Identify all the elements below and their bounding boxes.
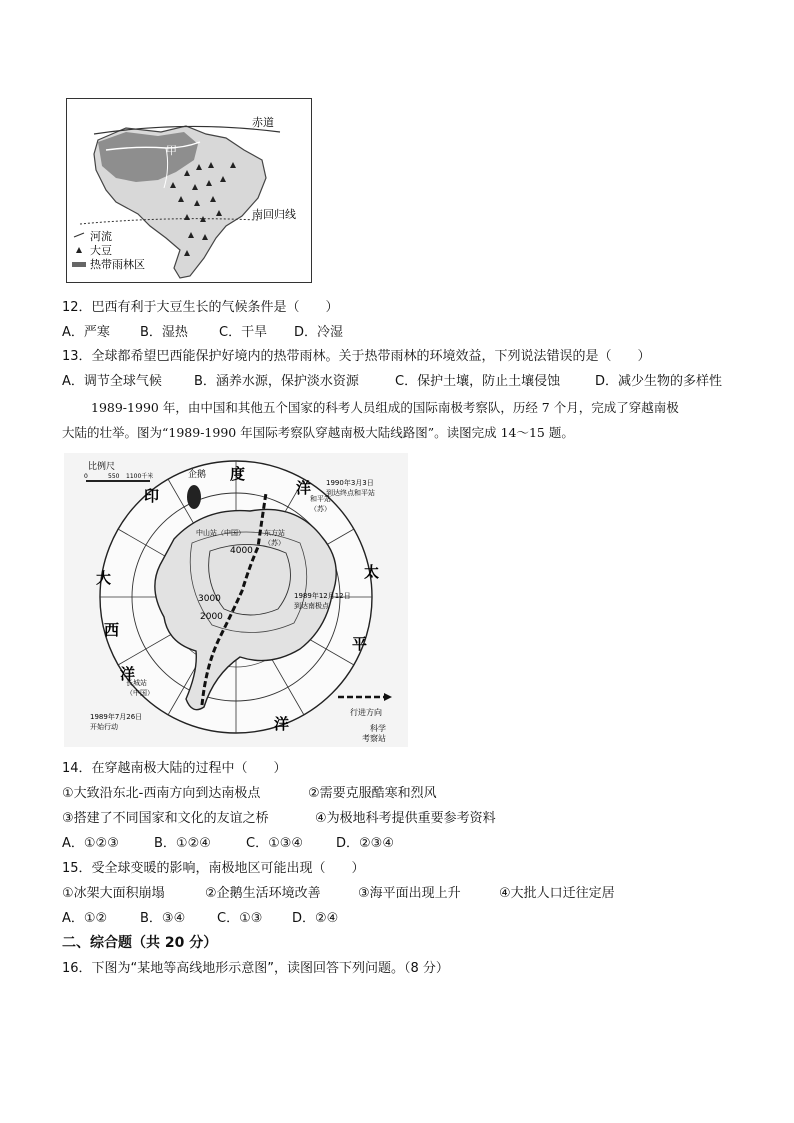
q12-option-b[interactable]: B．湿热	[140, 325, 188, 340]
end-note-date: 1990年3月3日	[326, 479, 374, 487]
q12-option-c[interactable]: C．干旱	[219, 325, 268, 340]
q14-stem: 14．在穿越南极大陆的过程中（ ）	[62, 761, 287, 776]
vostok-station: 东方站	[264, 529, 285, 537]
q16-stem: 16．下图为“某地等高线地形示意图”，读图回答下列问题。（8 分）	[62, 961, 449, 976]
q12-option-a[interactable]: A．严寒	[62, 325, 110, 340]
q14-item-2: ②需要克服酷寒和烈风	[308, 786, 437, 801]
section2-title: 二、综合题（共 20 分）	[62, 935, 218, 951]
pole-note-text: 到达南极点	[294, 602, 329, 610]
penguin-label: 企鹅	[188, 470, 207, 480]
mirny-country: （苏）	[310, 505, 331, 513]
q13-stem: 13．全球都希望巴西能保护好境内的热带雨林。关于热带雨林的环境效益，下列说法错误的是（ ）	[62, 349, 651, 364]
ocean-char-yin: 印	[144, 487, 160, 505]
antarctica-map-figure	[64, 453, 408, 747]
legend-station-label-1: 科学	[370, 724, 386, 733]
q15-item-3: ③海平面出现上升	[358, 886, 461, 901]
intro-line-1: 1989-1990 年，由中国和其他五个国家的科考人员组成的国际南极考察队，历经 7 个月，完成了穿越南极	[91, 400, 679, 415]
q14-option-a[interactable]: A．①②③	[62, 836, 119, 851]
q13-option-d[interactable]: D．减少生物的多样性	[595, 374, 723, 389]
q12-stem: 12．巴西有利于大豆生长的气候条件是（ ）	[62, 300, 339, 315]
scale-value-0: 0	[84, 473, 88, 480]
vostok-country: （苏）	[264, 539, 285, 547]
begin-note-date: 1989年7月26日	[90, 713, 143, 721]
ocean-char-da: 大	[96, 569, 112, 587]
q14-option-b[interactable]: B．①②④	[154, 836, 211, 851]
legend-forest-icon	[72, 262, 86, 267]
q15-option-d[interactable]: D．②④	[292, 911, 339, 926]
penguin-icon	[187, 485, 201, 509]
mirny-station: 和平站	[310, 495, 331, 503]
contour-label-2000: 2000	[200, 612, 223, 622]
q14-option-d[interactable]: D．②③④	[336, 836, 394, 851]
brazil-map	[66, 98, 312, 283]
pole-note-date: 1989年12月12日	[294, 592, 351, 600]
scale-value-550: 550	[108, 473, 120, 480]
great-wall-station: 长城站	[126, 679, 147, 687]
q14-item-3: ③搭建了不同国家和文化的友谊之桥	[62, 811, 269, 826]
ocean-char-yang3: 洋	[274, 715, 290, 733]
q14-item-4: ④为极地科考提供重要参考资料	[315, 811, 496, 826]
equator-label: 赤道	[252, 116, 274, 129]
ocean-char-yang1: 洋	[296, 479, 312, 497]
legend-forest-label: 热带雨林区	[90, 258, 145, 271]
zhongshan-station: 中山站（中国）	[196, 529, 245, 537]
q15-item-4: ④大批人口迁往定居	[499, 886, 615, 901]
brazil-map-figure	[66, 98, 312, 283]
q15-option-a[interactable]: A．①②	[62, 911, 108, 926]
ocean-char-xi: 西	[104, 621, 120, 639]
jia-label: 甲	[166, 144, 177, 157]
ocean-char-ping: 平	[352, 635, 368, 653]
q12-option-d[interactable]: D．冷湿	[294, 325, 344, 340]
great-wall-country: （中国）	[126, 689, 154, 697]
q13-option-c[interactable]: C．保护土壤，防止土壤侵蚀	[395, 374, 561, 389]
q14-item-1: ①大致沿东北-西南方向到达南极点	[62, 786, 261, 801]
contour-label-3000: 3000	[198, 594, 221, 604]
end-note-text: 到达终点和平站	[326, 489, 375, 497]
intro-line-2: 大陆的壮举。图为“1989-1990 年国际考察队穿越南极大陆线路图”。读图完成 14～15 题。	[62, 425, 574, 440]
begin-note-text: 开始行动	[90, 723, 118, 731]
q15-stem: 15．受全球变暖的影响，南极地区可能出现（ ）	[62, 861, 365, 876]
q15-item-2: ②企鹅生活环境改善	[205, 886, 321, 901]
legend-river-label: 河流	[90, 230, 112, 243]
ocean-char-tai: 太	[364, 563, 380, 581]
q15-item-1: ①冰架大面积崩塌	[62, 886, 165, 901]
q15-option-b[interactable]: B．③④	[140, 911, 186, 926]
q13-option-a[interactable]: A．调节全球气候	[62, 374, 162, 389]
scale-title: 比例尺	[88, 462, 116, 472]
legend-direction-label: 行进方向	[350, 708, 382, 717]
contour-label-4000: 4000	[230, 546, 253, 556]
ocean-char-yang2: 洋	[120, 665, 136, 683]
ocean-char-du: 度	[230, 465, 246, 483]
legend-station-label-2: 考察站	[362, 734, 386, 743]
legend-soy-label: 大豆	[90, 244, 112, 257]
q13-option-b[interactable]: B．涵养水源，保护淡水资源	[194, 374, 359, 389]
q15-option-c[interactable]: C．①③	[217, 911, 263, 926]
scale-value-1100: 1100千米	[126, 473, 154, 480]
antarctica-map	[64, 453, 408, 747]
capricorn-label: 南回归线	[252, 208, 296, 221]
q14-option-c[interactable]: C．①③④	[246, 836, 304, 851]
